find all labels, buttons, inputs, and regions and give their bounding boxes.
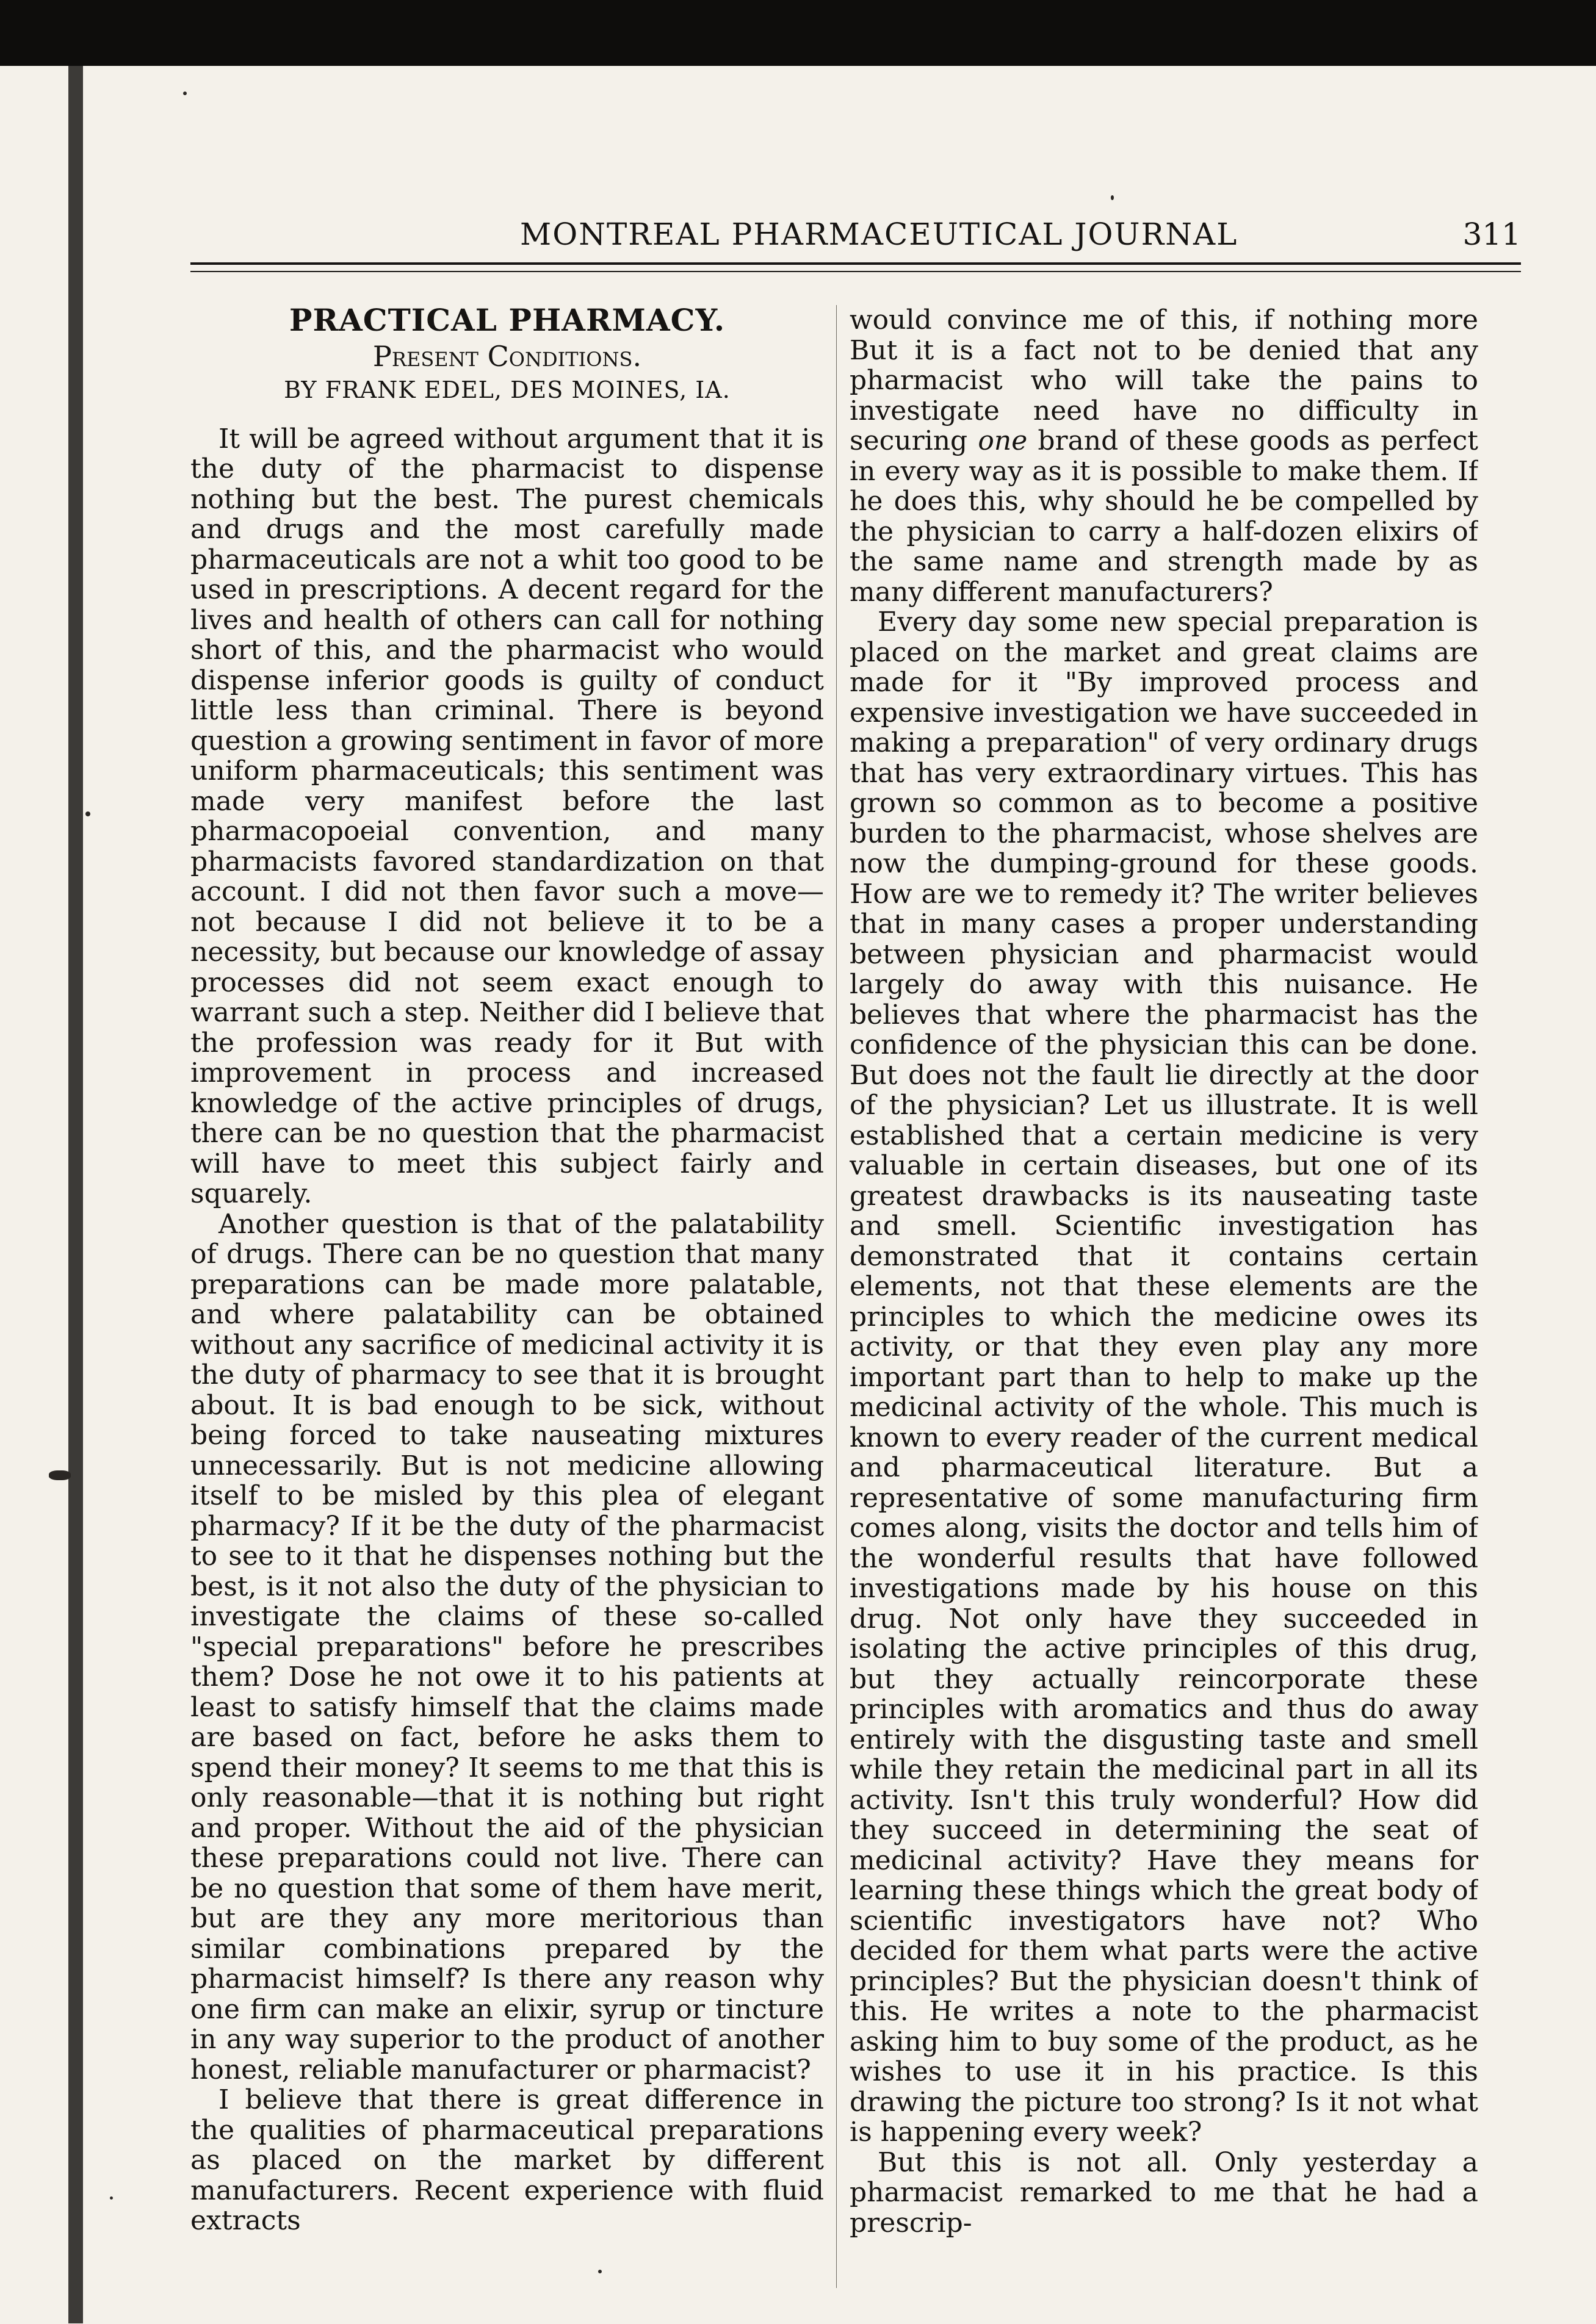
text-run: would convince me of this, if nothing more But it is a fact not to be denied that any pharmacist who will take the pains to investigate need have no difficulty in securing [850,305,1478,456]
paragraph: I believe that there is great difference in the qualities of pharmaceutical preparations as placed on the market by different manufacturers. Recent experience with fluid extracts [190,2084,824,2236]
header-rule [190,262,1521,272]
right-column [850,305,1478,2288]
running-title: MONTREAL PHARMACEUTICAL JOURNAL [520,217,1238,252]
page-number: 311 [1462,217,1521,252]
article-byline: BY FRANK EDEL, DES MOINES, IA. [284,376,731,403]
paragraph: But this is not all. Only yesterday a pharmacist remarked to me that he had a prescrip- [850,2146,1478,2239]
text-run: brand of these goods as perfect in every way as it is possible to make them. If he does this, why should he be compelled by the physician to carry a half-dozen elixirs of the same name and strength made by as many different manufacturers? [850,425,1478,608]
page-top-edge [0,0,1596,66]
paragraph: Another question is that of the palatability of drugs. There can be no question that many preparations can be made more palatable, and where palatability can be obtained without any sacrifice of medicinal activity it is the duty of pharmacy to see that it is brought about. It is bad enough to be sick, without being forced to take nauseating mixtures unnecessarily. But is not medicine allowing itself to be misled by this plea of elegant pharmacy? If it be the duty of the pharmacist to see to it that he dispenses nothing but the best, is it not also the duty of the physician to investigate the claims of these so-called "special preparations" before he prescribes them? Dose he not owe it to his patients at least to satisfy himself that the claims made are based on fact, before he asks them to spend their money? It seems to me that this is only reasonable—that it is nothing but right and proper. Without the aid of the physician these preparations could not live. There can be no question that some of them have merit, but are they any more meritorious than similar combinations prepared by the pharmacist himself? Is there any reason why one firm can make an elixir, syrup or tincture in any way superior to the product of another honest, reliable manufacturer or pharmacist? [190,1208,824,2085]
article-title: PRACTICAL PHARMACY. [289,305,726,338]
paragraph-continued [850,305,1478,607]
article-subtitle: Present Conditions. [372,339,642,373]
paragraph: Every day some new special preparation is placed on the market and great claims are made for it "By improved process and expensive investigation we have succeeded in making a preparation" of very ordinary drugs that has very extraordinary virtues. This has grown so common as to become a positive burden to the pharmacist, whose shelves are now the dumping-ground for these goods. How are we to remedy it? The writer believes that in many cases a proper understanding between physician and pharmacist would largely do away with this nuisance. He believes that where the pharmacist has the confidence of the physician this can be done. But does not the fault lie directly at the door of the physician? Let us illustrate. It is well established that a certain medicine is very valuable in certain diseases, but one of its greatest drawbacks is its nauseating taste and smell. Scientific investigation has demonstrated that it contains certain elements, not that these elements are the principles to which the medicine owes its activity, or that they even play any more important part than to help to make up the medicinal activity of the whole. This much is known to every reader of the current medical and pharmaceutical literature. But a representative of some manufacturing firm comes along, visits the doctor and tells him of the wonderful results that have followed investigations made by his house on this drug. Not only have they succeeded in isolating the active principles of this drug, but they actually reincorporate these principles with aromatics and thus do away entirely with the disgusting taste and smell while they retain the medicinal part in all its activity. Isn't this truly wonderful? How did they succeed in determining the seat of medicinal activity? Have they means for learning these things which the great body of scientific investigators have not? Who decided for them what parts were the active principles? But the physician doesn't think of this. He writes a note to the pharmacist asking him to buy some of the product, as he wishes to use it in his practice. Is this drawing the picture too strong? Is it not what is happening every week? [850,606,1478,2148]
binding-edge [68,66,83,2323]
column-divider [836,305,837,2288]
page-header [190,217,1521,259]
emphasis-text: one [978,425,1028,456]
left-column [190,305,824,2288]
paragraph: It will be agreed without argument that it is the duty of the pharmacist to dispense nothing but the best. The purest chemicals and drugs and the most carefully made pharmaceuticals are not a whit too good to be used in prescriptions. A decent regard for the lives and health of others can call for nothing short of this, and the pharmacist who would dispense inferior goods is guilty of conduct little less than criminal. There is beyond question a growing sentiment in favor of more uniform pharmaceuticals; this sentiment was made very manifest before the last pharmacopoeial convention, and many pharmacists favored standardization on that account. I did not then favor such a move—not because I did not believe it to be a necessity, but because our knowledge of assay processes did not seem exact enough to warrant such a step. Neither did I believe that the profession was ready for it But with improvement in process and increased knowledge of the active principles of drugs, there can be no question that the pharmacist will have to meet this subject fairly and squarely. [190,423,824,1209]
